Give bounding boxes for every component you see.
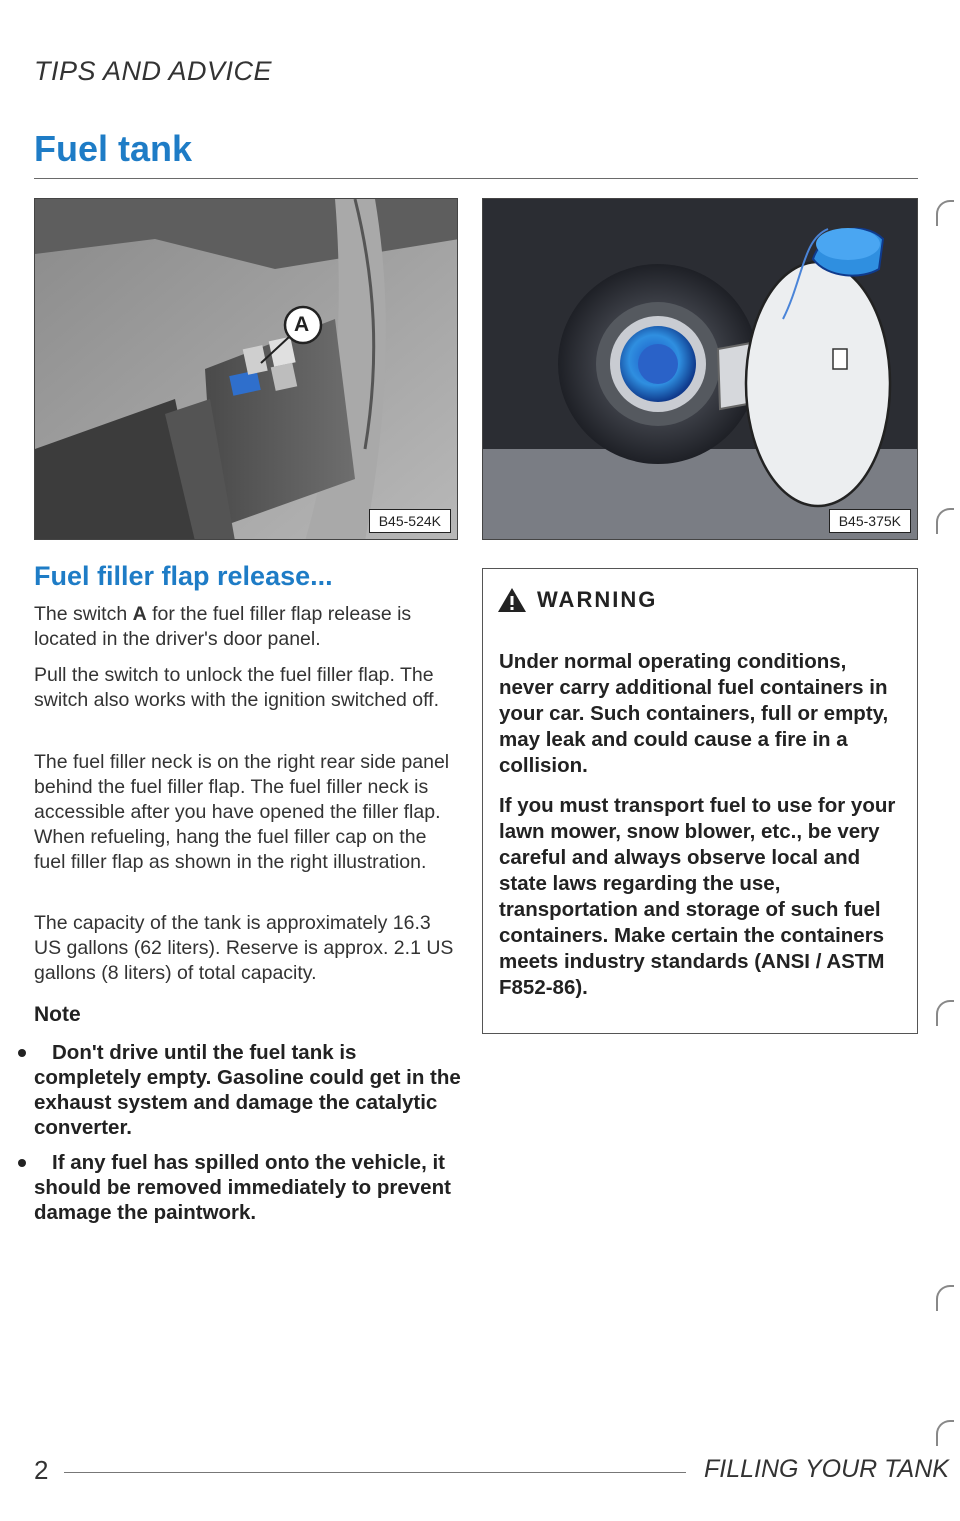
warning-triangle-icon [497, 587, 527, 613]
paragraph-text: The switch [34, 603, 133, 625]
warning-body [499, 649, 903, 1015]
title-divider [34, 178, 918, 179]
warning-header [497, 587, 657, 613]
edge-mark [936, 1000, 954, 1026]
door-switch-illustration [34, 198, 458, 540]
note-bullet-item: If any fuel has spilled onto the vehicle, it should be removed immediately to prevent damage the paintwork. [34, 1150, 464, 1225]
figure-code: B45-524K [369, 509, 451, 533]
edge-mark [936, 200, 954, 226]
switch-reference: A [132, 603, 147, 625]
warning-paragraph: Under normal operating conditions, never carry additional fuel containers in your car. Such containers, full or empty, may leak and could cause a fire in a collision. [499, 650, 889, 777]
section-header: TIPS AND ADVICE [34, 56, 273, 86]
paragraph-filler-neck: The fuel filler neck is on the right rear side panel behind the fuel filler flap. The fuel filler neck is accessible after you have opened the filler flap. When refueling, hang the fuel filler cap on the fuel filler flap as shown in the right illustration. [34, 751, 450, 873]
section-subtitle: Fuel filler flap release... [34, 561, 333, 591]
footer-section-label: FILLING YOUR TANK [704, 1455, 949, 1483]
edge-mark [936, 1285, 954, 1311]
warning-box [482, 568, 918, 1034]
page-number: 2 [34, 1455, 49, 1485]
edge-mark [936, 1420, 954, 1446]
footer-divider [64, 1472, 686, 1473]
switch-marker-label: A [294, 313, 310, 336]
note-heading: Note [34, 1003, 81, 1026]
paragraph-release-location [34, 602, 460, 652]
warning-title: WARNING [537, 587, 658, 612]
paragraph-capacity: The capacity of the tank is approximately 16.3 US gallons (62 liters). Reserve is approx. 2.1 US gallons (8 liters) of total capacity. [34, 912, 454, 984]
door-panel-graphic [35, 199, 458, 540]
page-title: Fuel tank [34, 128, 193, 169]
warning-paragraph: If you must transport fuel to use for your lawn mower, snow blower, etc., be very careful and always observe local and state laws regarding the use, transportation and storage of such fuel containers. Make certain the containers meets industry standards (ANSI / ASTM F852-86). [499, 794, 896, 999]
fuel-filler-illustration [482, 198, 918, 540]
edge-mark [936, 508, 954, 534]
paragraph-unlock: Pull the switch to unlock the fuel filler flap. The switch also works with the ignition switched off. [34, 664, 439, 711]
filler-neck-graphic [483, 199, 918, 540]
paragraph-text: for the fuel filler flap release is located in the driver's door panel. [34, 603, 412, 650]
figure-code: B45-375K [829, 509, 911, 533]
note-bullet-item: Don't drive until the fuel tank is completely empty. Gasoline could get in the exhaust system and damage the catalytic converter. [34, 1040, 464, 1140]
